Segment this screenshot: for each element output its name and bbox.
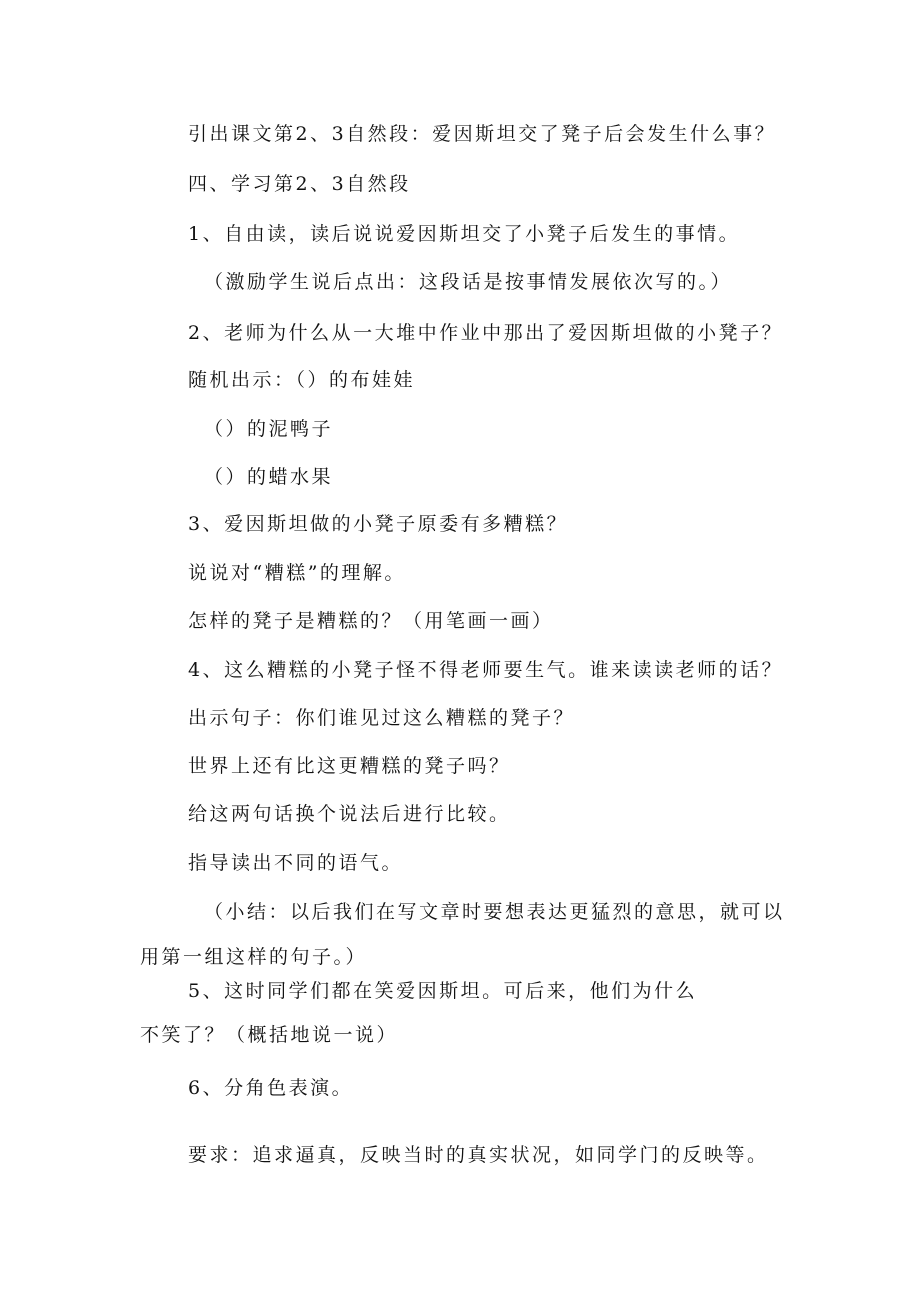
requirement-line: 要求：追求逼真，反映当时的真实状况，如同学门的反映等。 xyxy=(188,1144,769,1166)
summary-line-1: （小结：以后我们在写文章时要想表达更猛烈的意思，就可以 xyxy=(204,901,785,923)
item-2-example-2: （）的泥鸭子 xyxy=(204,418,334,440)
item-4-compare: 给这两句话换个说法后进行比较。 xyxy=(188,803,511,825)
item-4-sentence-1: 出示句子：你们谁见过这么糟糕的凳子？ xyxy=(188,707,576,729)
item-4-guide: 指导读出不同的语气。 xyxy=(188,852,404,874)
item-2-example-3: （）的蜡水果 xyxy=(204,466,334,488)
section-four-heading: 四、学习第2、3自然段 xyxy=(188,173,411,195)
item-5-continued: 不笑了？（概括地说一说） xyxy=(140,1024,399,1046)
item-3-sub-1: 说说对“糟糕”的理解。 xyxy=(188,562,406,584)
item-1-note: （激励学生说后点出：这段话是按事情发展依次写的。） xyxy=(204,271,733,293)
item-3-text: 3、爱因斯坦做的小凳子原委有多糟糕？ xyxy=(188,513,569,535)
item-2-example-1: 随机出示：（）的布娃娃 xyxy=(188,369,416,391)
item-6-text: 6、分角色表演。 xyxy=(188,1077,354,1099)
summary-line-2: 用第一组这样的句子。） xyxy=(140,946,368,968)
item-4-text: 4、这么糟糕的小凳子怪不得老师要生气。谁来读读老师的话？ xyxy=(188,659,784,681)
item-5-text: 5、这时同学们都在笑爱因斯坦。可后来，他们为什么 xyxy=(188,980,698,1002)
item-3-sub-2: 怎样的凳子是糟糕的？（用笔画一画） xyxy=(188,610,554,632)
item-1-text: 1、自由读，读后说说爱因斯坦交了小凳子后发生的事情。 xyxy=(188,223,741,245)
item-4-sentence-2: 世界上还有比这更糟糕的凳子吗？ xyxy=(188,755,511,777)
intro-line: 引出课文第2、3自然段：爱因斯坦交了凳子后会发生什么事？ xyxy=(188,123,777,145)
item-2-text: 2、老师为什么从一大堆中作业中那出了爱因斯坦做的小凳子？ xyxy=(188,322,784,344)
